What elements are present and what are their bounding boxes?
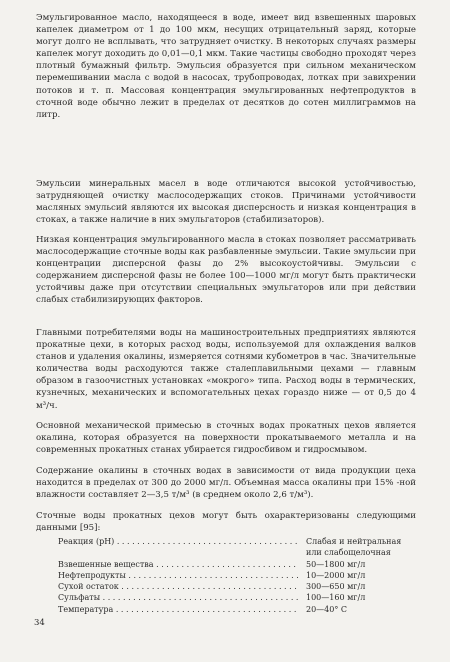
paragraph-scale-content: Содержание окалины в сточных водах в зависимости от вида продукции цеха находится в пределах от 300 до 2000 мг/л. Объемная масса окалины при 15% -ной влажности составляет 2—3,5 т/м³ (в среднем около 2,6 т/м³). [36,466,416,501]
paragraph-scale-impurity: Основной механической примесью в сточных водах прокатных цехов является окалина, которая образуется на поверхности прокатываемого металла и на современных прокатных станах убирается гидросбивом и гидросмывом. [36,421,416,456]
paragraph-low-concentration: Низкая концентрация эмульгированного масла в стоках позволяет рассматривать маслосодержащие сточные воды как разбавленные эмульсии. Такие эмульсии при концентрации дисперсной фазы до 2% высокоустойчивы. Эмульсии с содержанием дисперсной фазы не более 100—1000 мг/л могут быть практически устойчивы даже при отсутствии специальных эмульгаторов или при действии слабых стабилизирующих факторов. [36,235,416,306]
paragraph-water-consumers: Главными потребителями воды на машиностроительных предприятиях являются прокатные цехи, в которых расход воды, используемой для охлаждения валков станов и удаления окалины, измеряется сотнями кубометров в час. Значительные количества воды расходуются также сталеплавильными цехами — главным образом в газоочистных установках «мокрого» типа. Расход воды в термических, кузнечных, механических и вспомогательных цехах гораздо ниже — от 0,5 до 4 м³/ч. [36,328,416,411]
page-number: 34 [34,618,45,628]
table-row-value: Слабая и нейтральная или слабощелочная [306,537,402,558]
table-row-name: Температура . . . [58,604,298,615]
table-row-value: 10—2000 мг/л [306,570,366,580]
paragraph-emulsion-stability: Эмульсии минеральных масел в воде отличаются высокой устойчивостью, затрудняющей очистку маслосодержащих стоков. Причинами устойчивости масляных эмульсий являются их высокая дисперсность и низкая концентрация в стоках, а также наличие в них эмульгаторов (стабилизаторов). [36,179,416,226]
table-row-name: Взвешенные вещества . . . [58,559,298,570]
table-row [58,604,414,615]
table-row [58,592,414,603]
table-row [58,581,414,592]
table-row [58,536,414,559]
table-row-name: Нефтепродукты . . . [58,570,298,581]
paragraph-emulsified-oil: Эмульгированное масло, находящееся в воде, имеет вид взвешенных шаровых капелек диаметром от 1 до 100 мкм, несущих отрицательный заряд, которые могут долго не всплывать, что затрудняет очистку. В некоторых случаях размеры капелек могут доходить до 0,01—0,1 мкм. Такие частицы свободно проходят через плотный бумажный фильтр. Эмульсия образуется при сильном механическом перемешивании масла с водой в насосах, трубопроводах, лотках при завихрении потоков и т. п. Массовая концентрация эмульгированных нефтепродуктов в сточной воде обычно лежит в пределах от десятков до сотен миллиграммов на литр. [36,13,416,120]
wastewater-characteristics-table [58,536,414,615]
table-row [58,570,414,581]
table-row-name: Сульфаты . . . [58,592,298,603]
table-row-name: Реакция (pH) . . . [58,536,298,559]
paragraph-wastewater-data: Сточные воды прокатных цехов могут быть охарактеризованы следующими данными [95]: [36,511,416,534]
table-row-name: Сухой остаток . . . [58,581,298,592]
table-row-value: 20—40° С [306,604,348,614]
table-row-value: 300—650 мг/л [306,582,366,592]
table-row-value: 100—160 мг/л [306,593,366,603]
table-row [58,559,414,570]
table-row-value: 50—1800 мг/л [306,559,366,569]
